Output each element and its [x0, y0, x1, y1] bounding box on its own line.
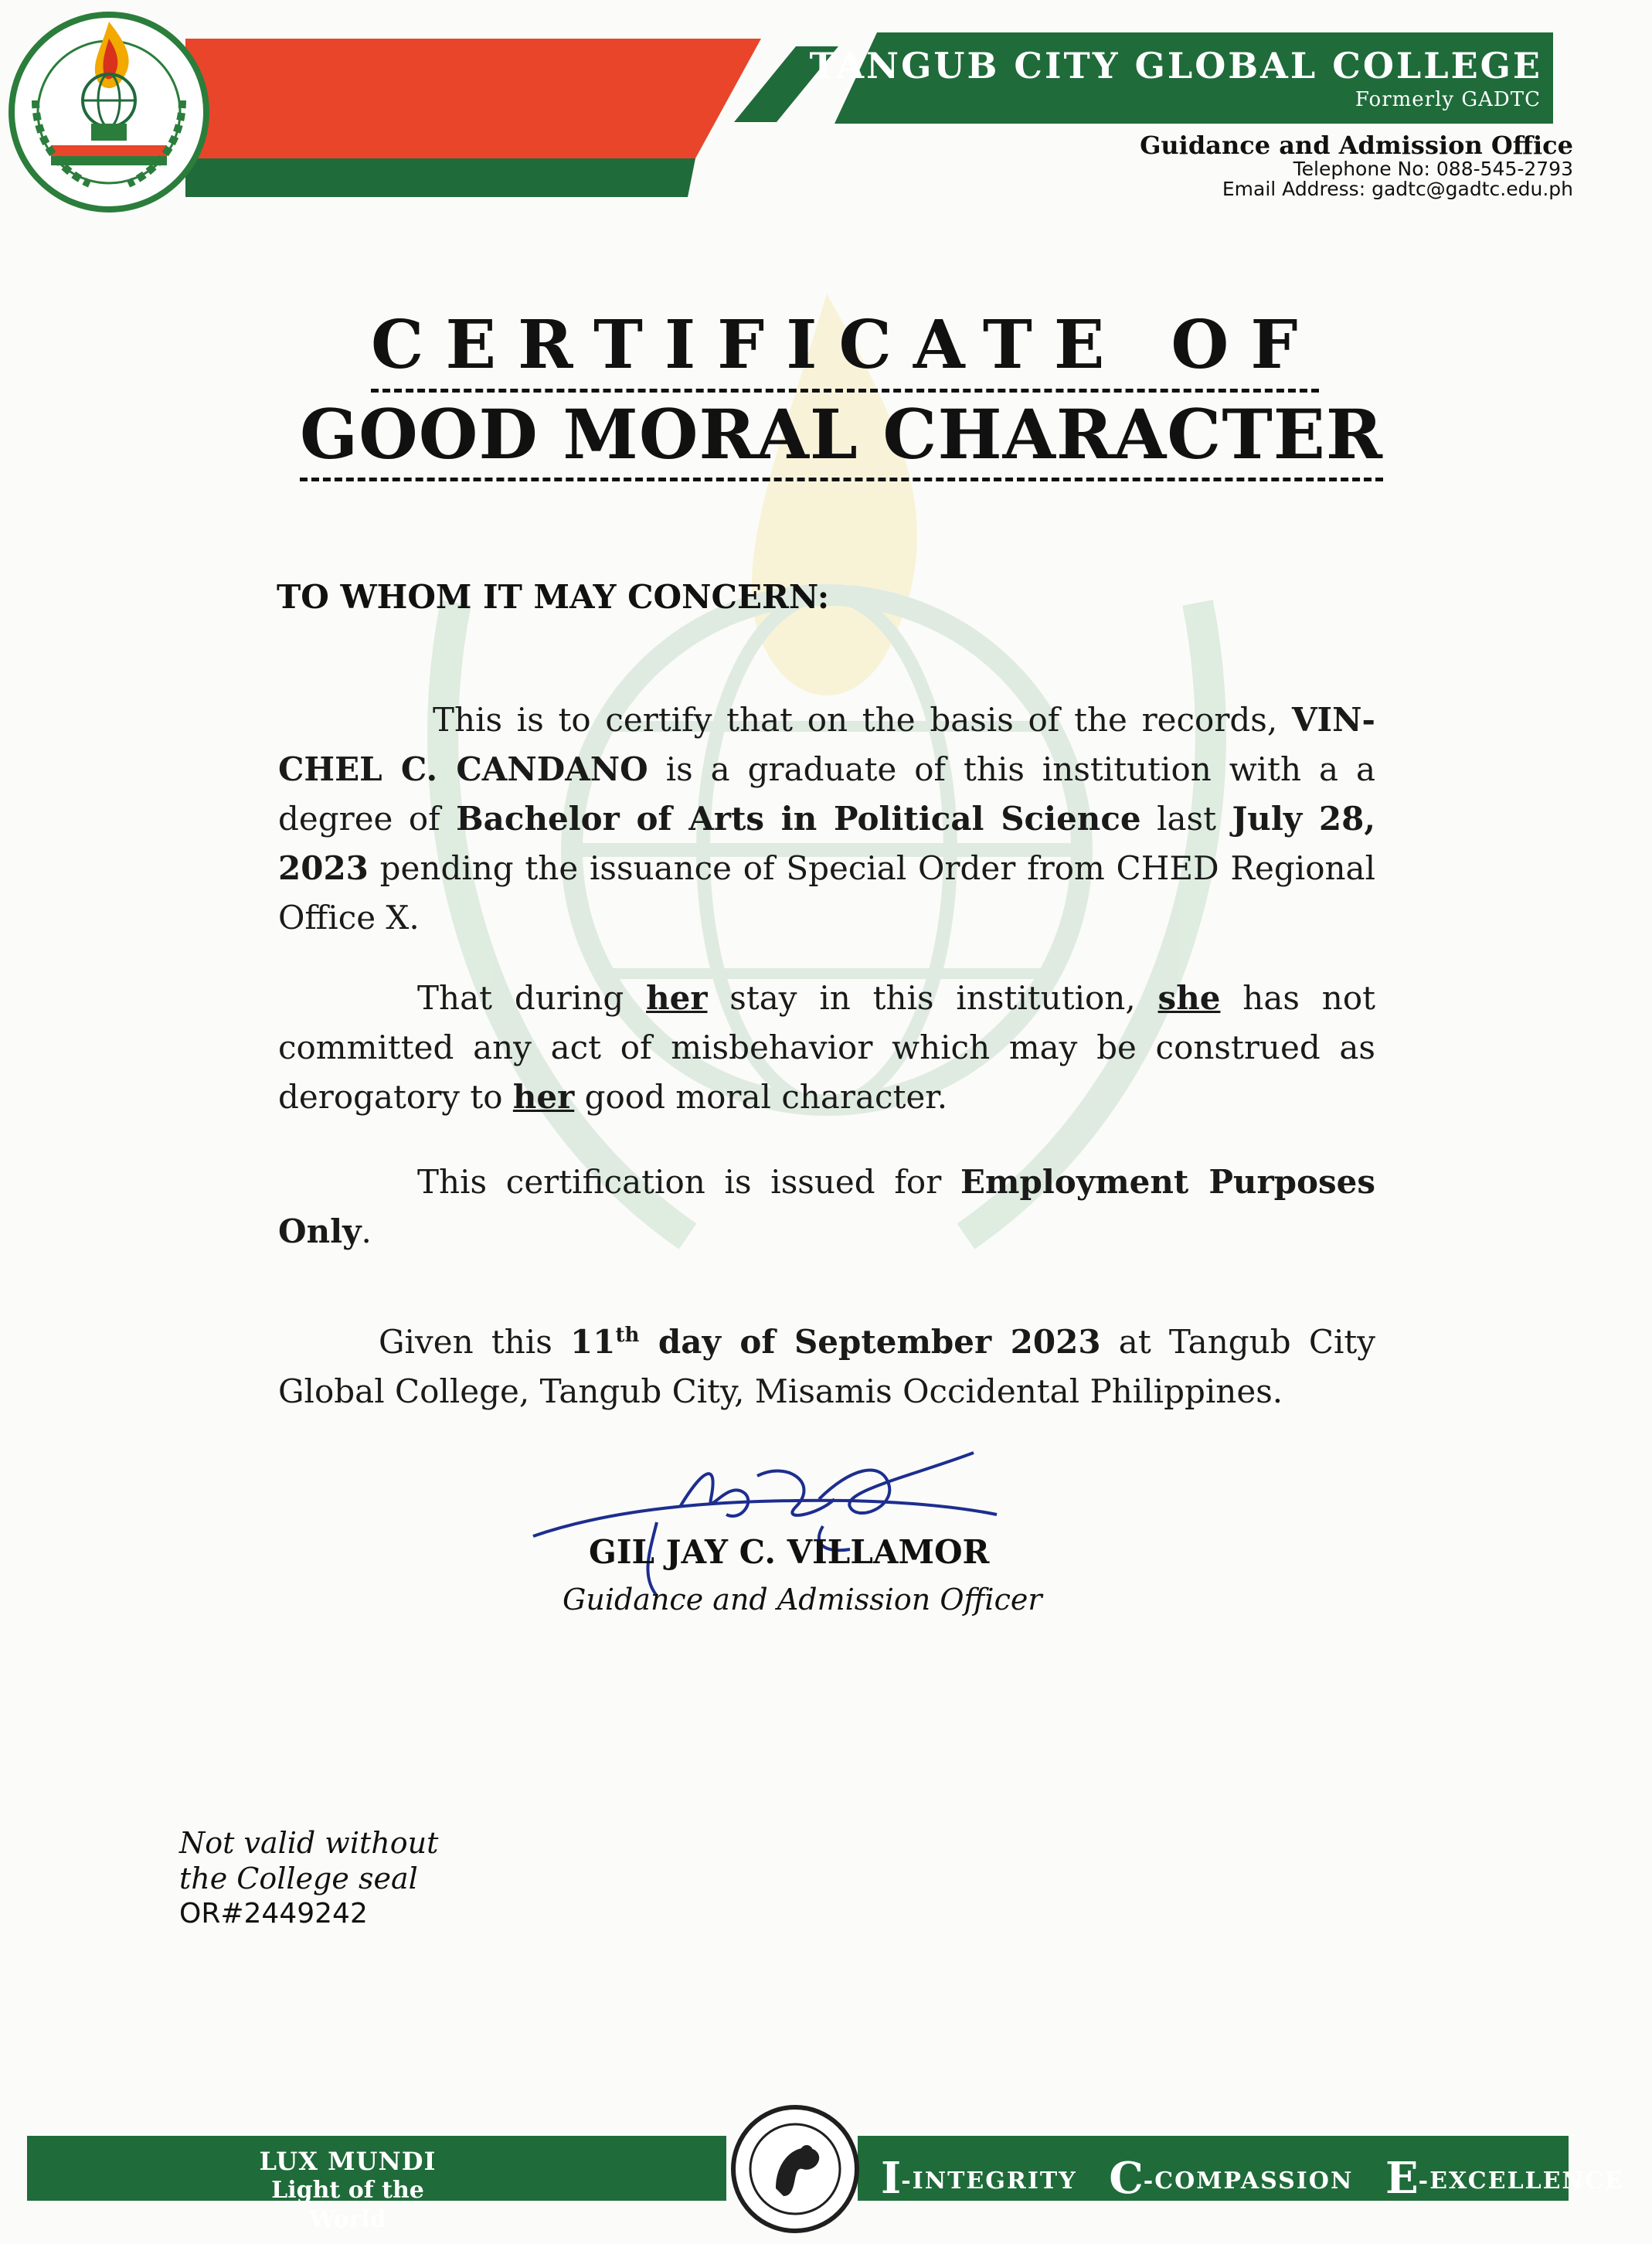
core-value: E-EXCELLENCE [1385, 2153, 1624, 2204]
title-line-1: CERTIFICATE OF [371, 306, 1319, 393]
graduation-date: July 28, 2023 [278, 800, 1375, 887]
college-logo-icon [5, 8, 213, 216]
college-former-name: Formerly GADTC [1355, 88, 1541, 111]
footer-seal-icon [729, 2103, 861, 2235]
office-telephone: Telephone No: 088-545-2793 [1293, 157, 1573, 180]
footer-motto [232, 2147, 464, 2235]
signatory-position: Guidance and Admission Officer [563, 1583, 1042, 1617]
paragraph-conduct: That during her stay in this institution, she has not committed any act of misbehavior which may be construed as derogatory to her good moral character. [278, 979, 1375, 1116]
pronoun-possessive: her [512, 1078, 575, 1116]
motto-latin: LUX MUNDI [259, 2147, 437, 2176]
college-name: TANGUB CITY GLOBAL COLLEGE [809, 45, 1542, 87]
title-line-2: GOOD MORAL CHARACTER [300, 394, 1383, 481]
paragraph-certification: This is to certify that on the basis of the records, VIN-CHEL C. CANDANO is a graduate of this institution with a a degree of Bachelor of Arts in Political Science last July 28, 2023 pending the issuance of Special Order from CHED Regional Office X. [278, 701, 1375, 937]
student-name: VIN-CHEL C. CANDANO [278, 701, 1375, 788]
note-line-2: the College seal [179, 1862, 418, 1896]
paragraph-given-date: Given this 11th day of September 2023 at Tangub City Global College, Tangub City, Misamis Occidental Philippines. [278, 1323, 1375, 1410]
issue-date: 11th day of September 2023 [570, 1323, 1101, 1361]
purpose: Employment Purposes Only [278, 1163, 1375, 1250]
note-line-1: Not valid without [179, 1826, 439, 1860]
motto-english: Light of the World [271, 2177, 424, 2233]
salutation: TO WHOM IT MAY CONCERN: [277, 578, 830, 616]
degree-name: Bachelor of Arts in Political Science [456, 800, 1141, 838]
pronoun-possessive: her [646, 979, 708, 1017]
office-name: Guidance and Admission Office [1140, 131, 1573, 160]
validity-note [179, 1825, 438, 1932]
office-email: Email Address: gadtc@gadtc.edu.ph [1222, 177, 1573, 200]
signature-scribble-icon [525, 1453, 1004, 1600]
paragraph-purpose: This certification is issued for Employment Purposes Only. [278, 1163, 1375, 1250]
core-values [881, 2153, 1652, 2204]
official-receipt-number: OR#2449242 [179, 1898, 368, 1930]
pronoun-subject: she [1157, 979, 1221, 1017]
signatory-name: GIL JAY C. VILLAMOR [589, 1533, 990, 1571]
office-contact-block [1140, 133, 1573, 199]
core-value: I-INTEGRITY [881, 2153, 1077, 2204]
core-value: C-COMPASSION [1109, 2153, 1354, 2204]
